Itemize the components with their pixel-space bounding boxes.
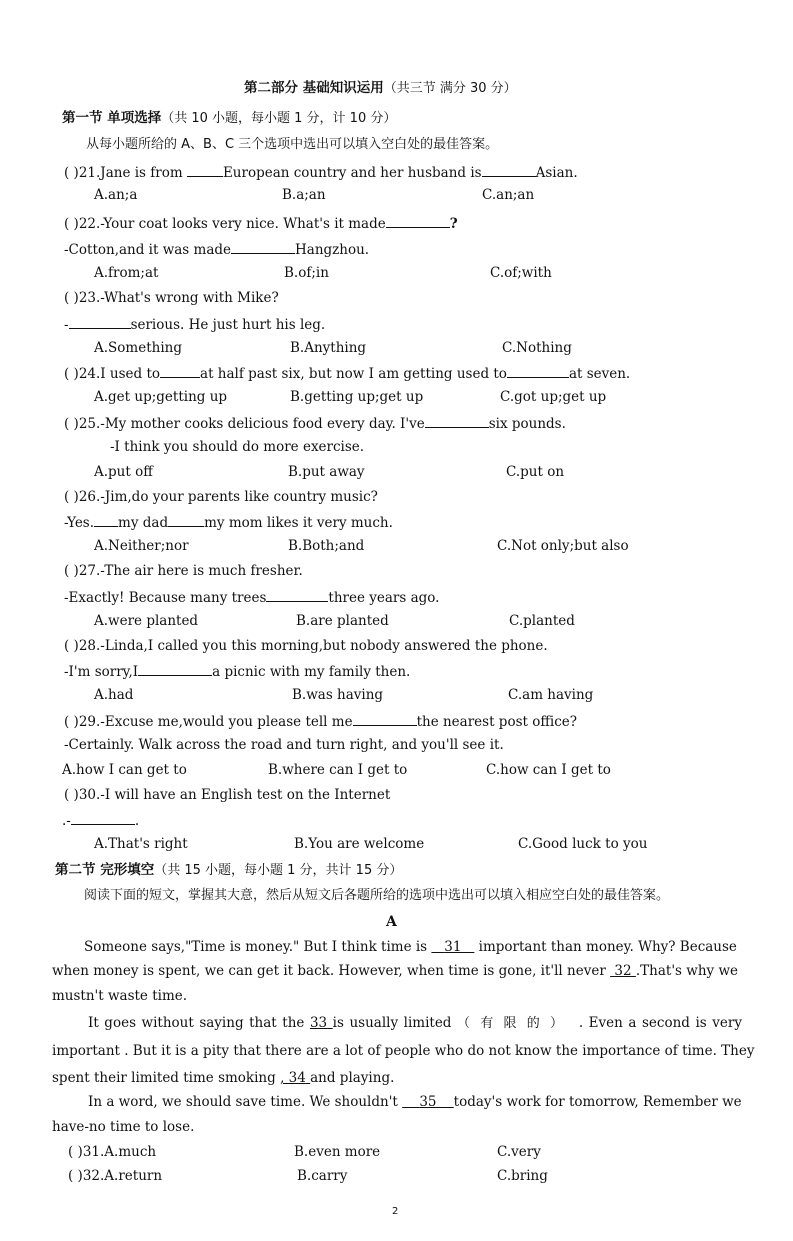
- blank: [425, 413, 489, 428]
- question-28: ( )28.-Linda,I called you this morning,but nobody answered the phone.: [64, 638, 548, 654]
- blank: [386, 213, 450, 228]
- q28-option-c: C.am having: [508, 687, 594, 703]
- passage-p3-line2: have-no time to lose.: [52, 1119, 195, 1135]
- part-note: （共三节 满分 30 分）: [383, 81, 517, 96]
- question-28-answer: -I'm sorry,I a picnic with my family then.: [64, 661, 410, 681]
- blank: [482, 162, 536, 177]
- q30-option-a: A.That's right: [94, 836, 188, 852]
- q30-option-c: C.Good luck to you: [518, 836, 648, 852]
- q31-option-b: B.even more: [294, 1144, 381, 1160]
- q28-option-b: B.was having: [292, 687, 384, 703]
- passage-label: A: [386, 914, 397, 930]
- question-26: ( )26.-Jim,do your parents like country music?: [64, 489, 378, 505]
- question-30: ( )30.-I will have an English test on the Internet: [64, 787, 391, 803]
- q29-option-a: A.how I can get to: [62, 762, 187, 778]
- part-title: 第二部分 基础知识运用: [244, 80, 384, 96]
- blank: [353, 711, 417, 726]
- page-title: [244, 79, 517, 98]
- q24-option-b: B.getting up;get up: [290, 389, 424, 405]
- question-25-reply: -I think you should do more exercise.: [110, 439, 365, 455]
- section2-instruction: 阅读下面的短文，掌握其大意，然后从短文后各题所给的选项中选出可以填入相应空白处的最佳答案。: [84, 888, 670, 903]
- passage-p2-line1: It goes without saying that the 33 is usually limited （有限的） . Even a second is very: [88, 1015, 742, 1031]
- q21-option-c: C.an;an: [482, 187, 535, 203]
- q28-option-a: A.had: [94, 687, 134, 703]
- section1-note: （共 10 小题，每小题 1 分，计 10 分）: [161, 111, 397, 126]
- blank: [138, 661, 212, 676]
- q23-option-b: B.Anything: [290, 340, 367, 356]
- q21-option-b: B.a;an: [282, 187, 326, 203]
- blank: [266, 587, 328, 602]
- section2-heading: [55, 861, 402, 880]
- question-23: ( )23.-What's wrong with Mike?: [64, 290, 279, 306]
- blank: [69, 314, 131, 329]
- q27-option-b: B.are planted: [296, 613, 389, 629]
- question-29: ( )29.-Excuse me,would you please tell me the nearest post office?: [64, 711, 577, 731]
- q22-option-c: C.of;with: [490, 265, 552, 281]
- q23-option-a: A.Something: [94, 340, 182, 356]
- q22-option-b: B.of;in: [284, 265, 329, 281]
- section1-heading: [62, 109, 396, 128]
- blank: [187, 162, 223, 177]
- passage-p1-line3: mustn't waste time.: [52, 988, 188, 1004]
- q25-option-b: B.put away: [288, 464, 365, 480]
- question-22: ( )22.-Your coat looks very nice. What's it made ?: [64, 213, 458, 233]
- question-21: ( )21.Jane is from European country and her husband is Asian.: [64, 162, 578, 182]
- section2-title: 第二节 完形填空: [55, 862, 155, 878]
- passage-p1-line2: when money is spent, we can get it back. However, when time is gone, it'll never 32 .That's why we: [52, 963, 738, 979]
- question-25: ( )25.-My mother cooks delicious food every day. I've six pounds.: [64, 413, 566, 433]
- question-23-answer: - serious. He just hurt his leg.: [64, 314, 325, 334]
- q30-option-b: B.You are welcome: [294, 836, 425, 852]
- section1-instruction: 从每小题所给的 A、B、C 三个选项中选出可以填入空白处的最佳答案。: [86, 137, 499, 152]
- blank: [94, 512, 118, 527]
- question-26-answer: -Yes. my dad my mom likes it very much.: [64, 512, 393, 532]
- blank-34: , 34: [280, 1070, 306, 1086]
- q21-option-a: A.an;a: [94, 187, 138, 203]
- blank-31: 31: [444, 939, 462, 955]
- blank: [231, 239, 295, 254]
- q26-option-a: A.Neither;nor: [94, 538, 189, 554]
- question-27: ( )27.-The air here is much fresher.: [64, 563, 303, 579]
- blank: [160, 363, 200, 378]
- question-27-answer: -Exactly! Because many trees three years ago.: [64, 587, 439, 607]
- q24-option-a: A.get up;getting up: [94, 389, 228, 405]
- blank: [71, 810, 135, 825]
- q32-option-c: C.bring: [497, 1168, 548, 1184]
- question-30-answer: .- .: [62, 810, 139, 830]
- q27-option-c: C.planted: [509, 613, 575, 629]
- question-24: ( )24.I used to at half past six, but now I am getting used to at seven.: [64, 363, 630, 383]
- q29-option-b: B.where can I get to: [268, 762, 408, 778]
- blank-35: 35: [419, 1094, 437, 1110]
- q32-option-b: B.carry: [297, 1168, 348, 1184]
- page-number: 2: [392, 1206, 399, 1217]
- q27-option-a: A.were planted: [94, 613, 199, 629]
- question-22-answer: -Cotton,and it was made Hangzhou.: [64, 239, 369, 259]
- section2-note: （共 15 小题，每小题 1 分，共计 15 分）: [154, 863, 403, 878]
- passage-p3-line1: In a word, we should save time. We shouldn't 35 today's work for tomorrow, Remember we: [88, 1094, 742, 1110]
- question-29-answer: -Certainly. Walk across the road and turn right, and you'll see it.: [64, 737, 504, 753]
- q25-option-c: C.put on: [506, 464, 565, 480]
- blank: [168, 512, 204, 527]
- q22-option-a: A.from;at: [94, 265, 159, 281]
- q31-option-a: ( )31.A.much: [68, 1144, 157, 1160]
- section1-title: 第一节 单项选择: [62, 110, 162, 126]
- passage-p1-line1: Someone says,"Time is money." But I think time is 31 important than money. Why? Because: [84, 939, 737, 955]
- q32-option-a: ( )32.A.return: [68, 1168, 163, 1184]
- blank: [507, 363, 569, 378]
- q26-option-c: C.Not only;but also: [497, 538, 629, 554]
- q25-option-a: A.put off: [94, 464, 153, 480]
- q29-option-c: C.how can I get to: [486, 762, 611, 778]
- q31-option-c: C.very: [497, 1144, 541, 1160]
- q26-option-b: B.Both;and: [288, 538, 365, 554]
- passage-p2-line2: important . But it is a pity that there are a lot of people who do not know the importance of time. They: [52, 1043, 755, 1059]
- q24-option-c: C.got up;get up: [500, 389, 607, 405]
- blank-32: 32: [614, 963, 632, 979]
- passage-p2-line3: spent their limited time smoking , 34 and playing.: [52, 1070, 395, 1086]
- blank-33: 33: [309, 1015, 328, 1031]
- q23-option-c: C.Nothing: [502, 340, 572, 356]
